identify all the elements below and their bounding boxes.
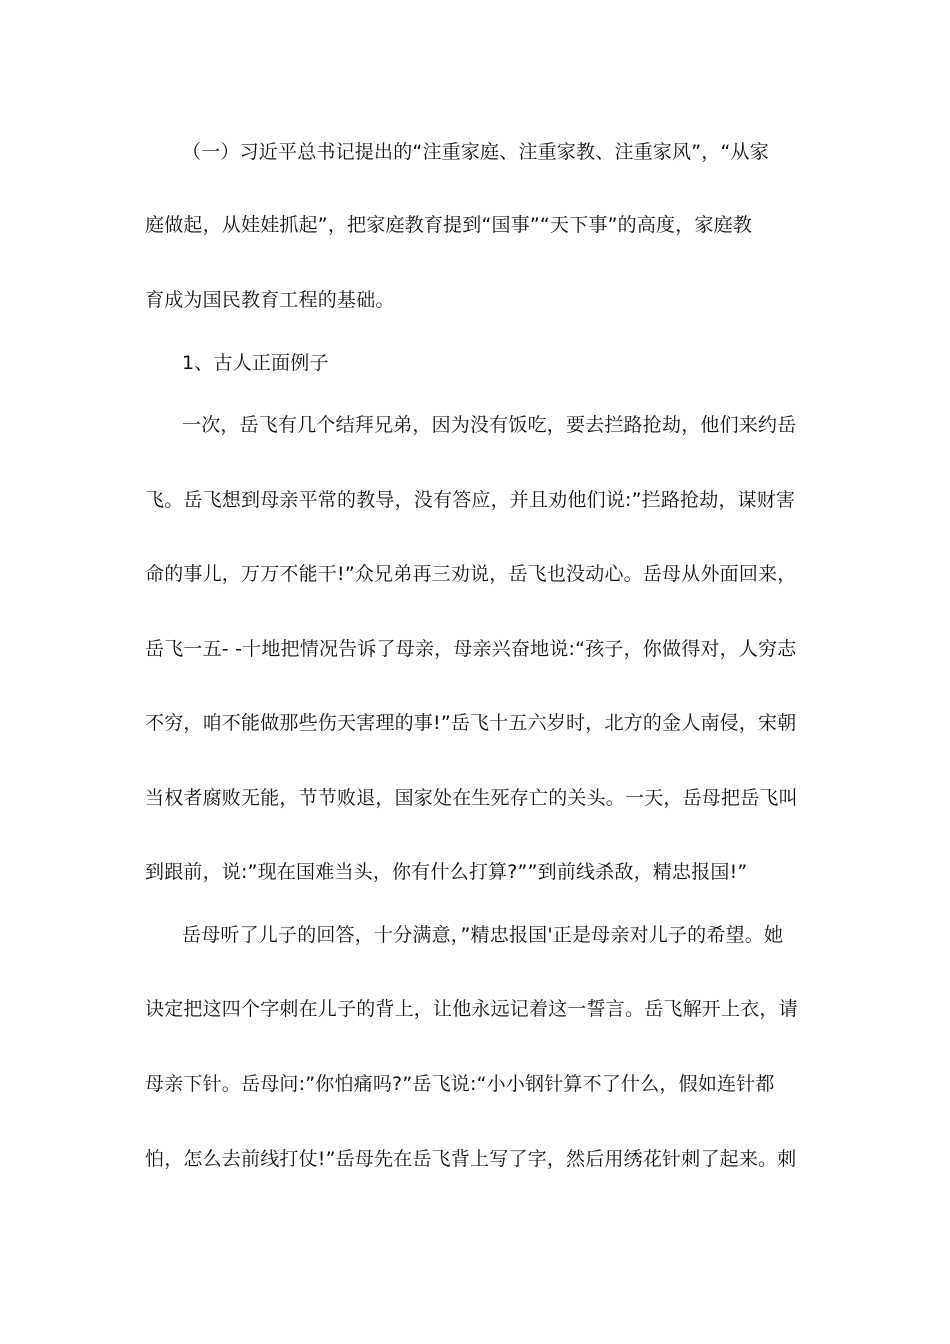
paragraph-2-line-2: 飞。岳飞想到母亲平常的教导，没有答应，并且劝他们说:”拦路抢劫，谋财害 [145, 489, 796, 511]
paragraph-1-line-1: （一）习近平总书记提出的“注重家庭、注重家教、注重家风”，“从家 [182, 141, 769, 163]
paragraph-2-line-5: 不穷，咱不能做那些伤天害理的事!”岳飞十五六岁时，北方的金人南侵，宋朝 [145, 712, 797, 734]
paragraph-2-line-6: 当权者腐败无能，节节败退，国家处在生死存亡的关头。一天，岳母把岳飞叫 [145, 787, 798, 809]
paragraph-1-line-2: 庭做起，从娃娃抓起”，把家庭教育提到“国事”“天下事”的高度，家庭教 [145, 214, 753, 236]
paragraph-3-line-1: 岳母听了儿子的回答，十分满意，”精忠报国'正是母亲对儿子的希望。她 [182, 924, 784, 946]
paragraph-2-line-7: 到跟前，说:”现在国难当头，你有什么打算?””到前线杀敌，精忠报国!” [145, 861, 748, 883]
paragraph-1-line-3: 育成为国民教育工程的基础。 [145, 289, 395, 311]
paragraph-2-line-1: 一次，岳飞有几个结拜兄弟，因为没有饭吃，要去拦路抢劫，他们来约岳 [182, 414, 797, 436]
paragraph-3-line-3: 母亲下针。岳母问:”你怕痛吗?”岳飞说:“小小钢针算不了什么，假如连针都 [145, 1073, 775, 1095]
paragraph-2-line-4: 岳飞一五- -十地把情况告诉了母亲，母亲兴奋地说:“孩子，你做得对，人穷志 [145, 638, 797, 660]
paragraph-3-line-4: 怕，怎么去前线打仗!”岳母先在岳飞背上写了字，然后用绣花针刺了起来。刺 [145, 1148, 797, 1170]
paragraph-2-line-3: 命的事儿，万万不能干!”众兄弟再三劝说，岳飞也没动心。岳母从外面回来， [145, 563, 797, 585]
paragraph-3-line-2: 诀定把这四个字刺在儿子的背上，让他永远记着这一誓言。岳飞解开上衣，请 [145, 998, 798, 1020]
section-heading: 1、古人正面例子 [182, 352, 329, 374]
